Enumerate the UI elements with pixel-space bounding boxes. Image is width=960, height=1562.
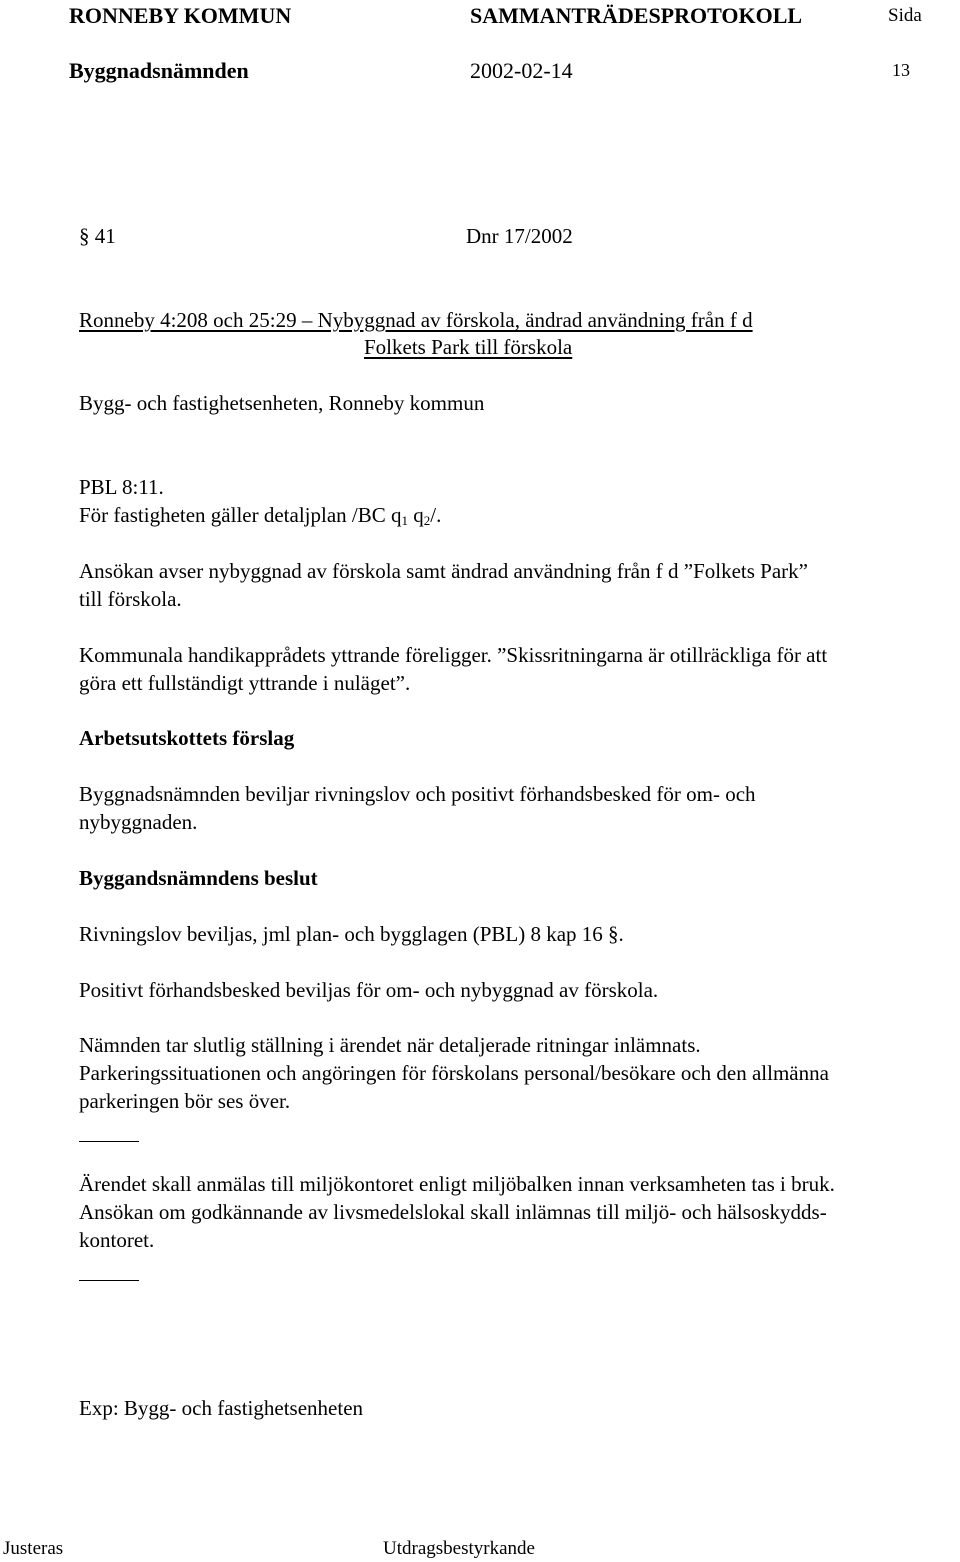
pbl-reference: PBL 8:11.	[79, 475, 164, 499]
arendet-text: Ärendet skall anmälas till miljökontoret enligt miljöbalken innan verksamheten tas i bruk.	[79, 1172, 835, 1196]
proposal-heading: Arbetsutskottets förslag	[79, 726, 295, 750]
rivningslov-text: Rivningslov beviljas, jml plan- och bygglagen (PBL) 8 kap 16 §.	[79, 922, 624, 946]
decision-heading: Byggandsnämndens beslut	[79, 866, 318, 890]
proposal-line-2: nybyggnaden.	[79, 810, 198, 834]
separator-rule	[79, 1280, 139, 1281]
expedition-line: Exp: Bygg- och fastighetsenheten	[79, 1396, 364, 1420]
proposal-line-1: Byggnadsnämnden beviljar rivningslov och positivt förhandsbesked för om- och	[79, 782, 756, 806]
detaljplan-text: För fastigheten gäller detaljplan /BC $q_1$ $q_2/$.	[79, 503, 442, 528]
document-type: SAMMANTRÄDESPROTOKOLL	[470, 3, 803, 28]
handikapp-line-2: göra ett fullständigt yttrande i nuläget”.	[79, 671, 411, 695]
applicant: Bygg- och fastighetsenheten, Ronneby kommun	[79, 391, 485, 415]
parkering-line-1: Parkeringssituationen och angöringen för förskolans personal/besökare och den allmänna	[79, 1061, 829, 1085]
organization-name: RONNEBY KOMMUN	[69, 3, 292, 28]
item-title-line-1: Ronneby 4:208 och 25:29 – Nybyggnad av förskola, ändrad användning från f d	[79, 308, 753, 332]
ansokan-line-2: till förskola.	[79, 587, 182, 611]
section-number: § 41	[79, 224, 116, 248]
page-label: Sida	[888, 5, 922, 26]
committee-name: Byggnadsnämnden	[69, 58, 249, 83]
livsmedel-line-1: Ansökan om godkännande av livsmedelslokal skall inlämnas till miljö- och hälsoskydds-	[79, 1200, 827, 1224]
livsmedel-line-2: kontoret.	[79, 1228, 155, 1252]
footer-justeras: Justeras	[3, 1538, 64, 1559]
namnden-text: Nämnden tar slutlig ställning i ärendet när detaljerade ritningar inlämnats.	[79, 1033, 701, 1057]
ansokan-line-1: Ansökan avser nybyggnad av förskola samt ändrad användning från f d ”Folkets Park”	[79, 559, 808, 583]
handikapp-line-1: Kommunala handikapprådets yttrande föreligger. ”Skissritningarna är otillräckliga för att	[79, 643, 828, 667]
footer-utdragsbestyrkande: Utdragsbestyrkande	[383, 1538, 535, 1559]
separator-rule	[79, 1141, 139, 1142]
diary-number: Dnr 17/2002	[466, 224, 573, 248]
forhandsbesked-text: Positivt förhandsbesked beviljas för om- och nybyggnad av förskola.	[79, 978, 659, 1002]
page-number: 13	[892, 60, 910, 80]
meeting-date: 2002-02-14	[470, 58, 573, 83]
item-title-line-2: Folkets Park till förskola	[364, 335, 573, 359]
parkering-line-2: parkeringen bör ses över.	[79, 1089, 291, 1113]
